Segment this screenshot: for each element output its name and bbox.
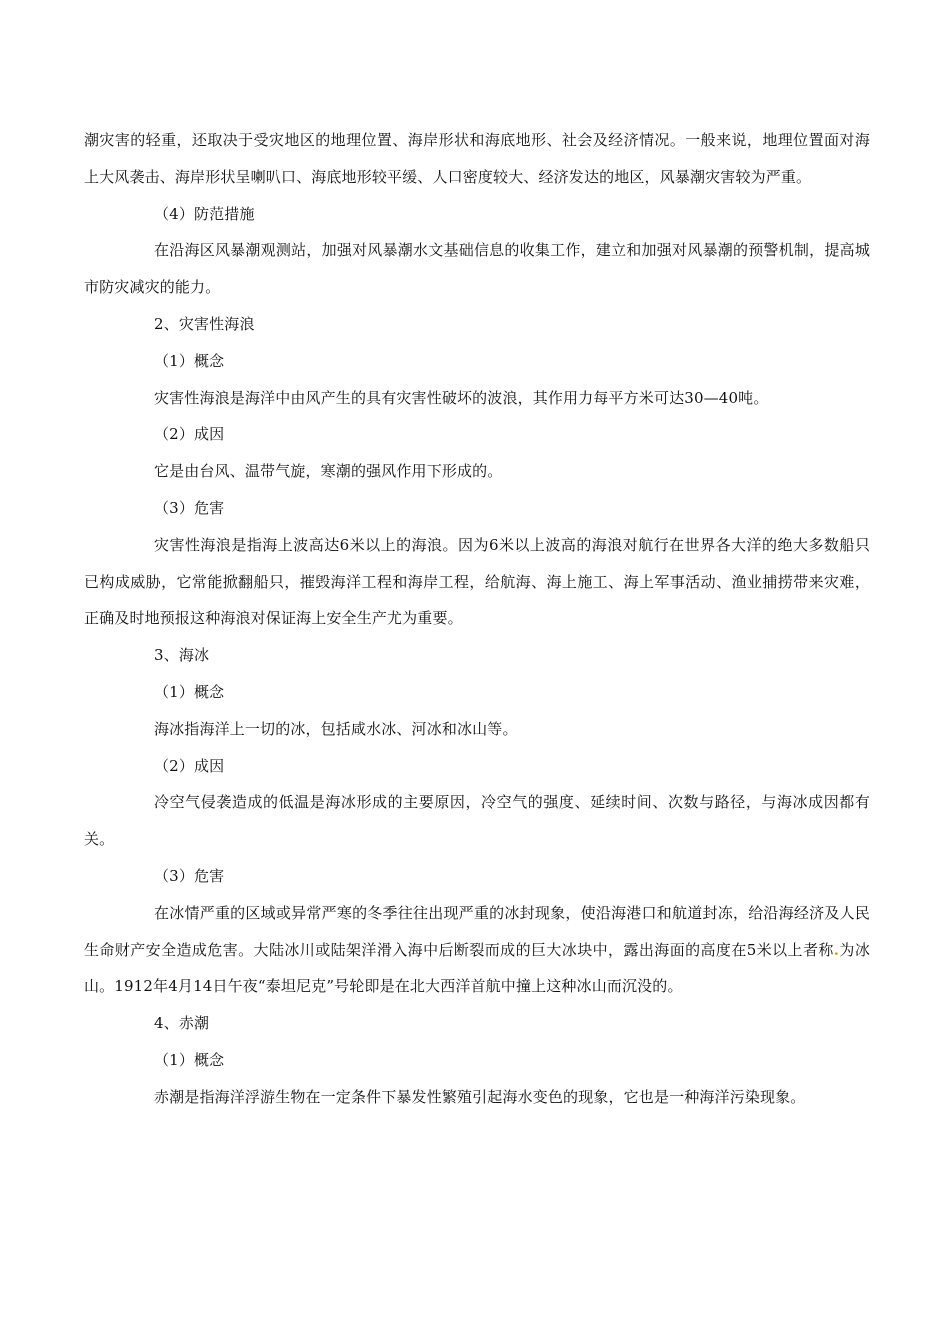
paragraph-storm-surge-severity: 潮灾害的轻重，还取决于受灾地区的地理位置、海岸形状和海底地形、社会及经济情况。一般来说，地理位置面对海上大风袭击、海岸形状呈喇叭口、海底地形较平缓、人口密度较大、经济发达的地区，风暴潮灾害较为严重。	[84, 131, 870, 186]
heading-prevention-measures: （4）防范措施	[154, 204, 255, 223]
paragraph-waves-concept: 灾害性海浪是海洋中由风产生的具有灾害性破坏的波浪，其作用力每平方米可达30—40吨。	[154, 388, 769, 407]
paragraph-red-tide-concept: 赤潮是指海洋浮游生物在一定条件下暴发性繁殖引起海水变色的现象，它也是一种海洋污染现象。	[154, 1087, 806, 1106]
subheading-hazards: （3）危害	[154, 498, 225, 517]
section-heading-red-tide: 4、赤潮	[154, 1014, 210, 1033]
sea-ice-hazards-text-after-mark: 为冰山。1912年4月14日午夜“泰坦尼克”号轮即是在北大西洋首航中撞上这种冰山而沉没的。	[84, 940, 870, 996]
paragraph-sea-ice-causes: 冷空气侵袭造成的低温是海冰形成的主要原因，冷空气的强度、延续时间、次数与路径，与海冰成因都有关。	[84, 793, 870, 849]
subheading-causes: （2）成因	[154, 425, 225, 444]
section-heading-disastrous-waves: 2、灾害性海浪	[154, 314, 255, 333]
subheading-hazards: （3）危害	[154, 866, 225, 885]
small-orange-mark: .	[833, 940, 840, 959]
section-heading-sea-ice: 3、海冰	[154, 646, 210, 665]
paragraph-prevention-measures: 在沿海区风暴潮观测站，加强对风暴潮水文基础信息的收集工作，建立和加强对风暴潮的预警机制，提高城市防灾减灾的能力。	[84, 241, 870, 297]
subheading-concept: （1）概念	[154, 682, 225, 701]
paragraph-sea-ice-hazards	[84, 895, 870, 1005]
sea-ice-hazards-text-before-mark: 在冰情严重的区域或异常严寒的冬季往往出现严重的冰封现象，使沿海港口和航道封冻，给沿海经济及人民生命财产安全造成危害。大陆冰川或陆架洋滑入海中后断裂而成的巨大冰块中，露出海面的高度在5米以上者称	[84, 903, 870, 959]
paragraph-sea-ice-concept: 海冰指海洋上一切的冰，包括咸水冰、河冰和冰山等。	[154, 719, 518, 738]
paragraph-waves-hazards: 灾害性海浪是指海上波高达6米以上的海浪。因为6米以上波高的海浪对航行在世界各大洋的绝大多数船只已构成威胁，它常能掀翻船只，摧毁海洋工程和海岸工程，给航海、海上施工、海上军事活动、渔业捕捞带来灾难，正确及时地预报这种海浪对保证海上安全生产尤为重要。	[84, 535, 870, 628]
paragraph-waves-causes: 它是由台风、温带气旋，寒潮的强风作用下形成的。	[154, 462, 503, 481]
subheading-concept: （1）概念	[154, 351, 225, 370]
document-body	[84, 122, 870, 1116]
subheading-concept: （1）概念	[154, 1050, 225, 1069]
subheading-causes: （2）成因	[154, 756, 225, 775]
